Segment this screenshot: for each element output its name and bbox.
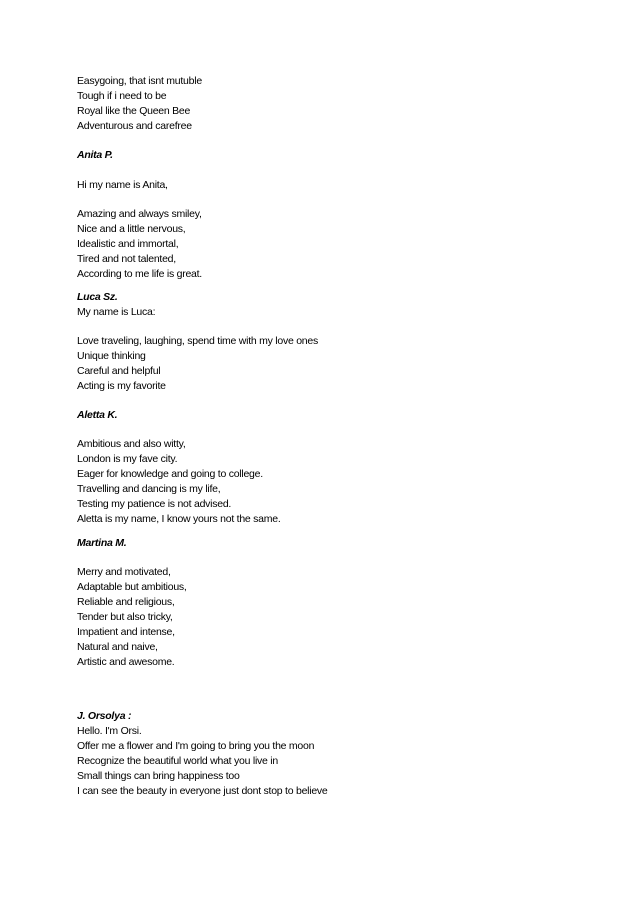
poem-line: Testing my patience is not advised.: [77, 498, 232, 510]
poem-author: Anita P.: [77, 149, 113, 161]
poem-line: Recognize the beautiful world what you live in: [77, 755, 278, 767]
poem-line: Artistic and awesome.: [77, 656, 175, 668]
poem-author: Martina M.: [77, 537, 127, 549]
poem-line: Unique thinking: [77, 350, 146, 362]
poem-line: Idealistic and immortal,: [77, 238, 179, 250]
poem-line: Adventurous and carefree: [77, 120, 192, 132]
poem-line: Reliable and religious,: [77, 596, 175, 608]
poem-line: Royal like the Queen Bee: [77, 105, 191, 117]
poem-line: Acting is my favorite: [77, 380, 166, 392]
poem-line: According to me life is great.: [77, 268, 202, 280]
poem-line: Careful and helpful: [77, 365, 161, 377]
poem-line: Impatient and intense,: [77, 626, 175, 638]
poem-line: Hello. I'm Orsi.: [77, 725, 142, 737]
poem-line: Aletta is my name, I know yours not the same.: [77, 513, 281, 525]
poem-line: Tender but also tricky,: [77, 611, 173, 623]
poem-line: Natural and naive,: [77, 641, 158, 653]
poem-line: Nice and a little nervous,: [77, 223, 186, 235]
poem-line: Easygoing, that isnt mutuble: [77, 75, 202, 87]
poem-line: I can see the beauty in everyone just dont stop to believe: [77, 785, 328, 797]
poem-line: Amazing and always smiley,: [77, 208, 202, 220]
poem-line: Tough if i need to be: [77, 90, 167, 102]
poem-line: Tired and not talented,: [77, 253, 176, 265]
poem-line: London is my fave city.: [77, 453, 178, 465]
poem-greeting: My name is Luca:: [77, 306, 156, 318]
poem-line: Adaptable but ambitious,: [77, 581, 187, 593]
poem-author: Aletta K.: [77, 409, 118, 421]
poem-line: Eager for knowledge and going to college.: [77, 468, 263, 480]
poem-author: J. Orsolya :: [77, 710, 132, 722]
poem-line: Love traveling, laughing, spend time with my love ones: [77, 335, 318, 347]
poem-line: Merry and motivated,: [77, 566, 171, 578]
poem-line: Offer me a flower and I'm going to bring you the moon: [77, 740, 315, 752]
poem-line: Ambitious and also witty,: [77, 438, 186, 450]
poem-author: Luca Sz.: [77, 291, 118, 303]
poem-greeting: Hi my name is Anita,: [77, 179, 168, 191]
poem-line: Travelling and dancing is my life,: [77, 483, 221, 495]
poem-line: Small things can bring happiness too: [77, 770, 240, 782]
